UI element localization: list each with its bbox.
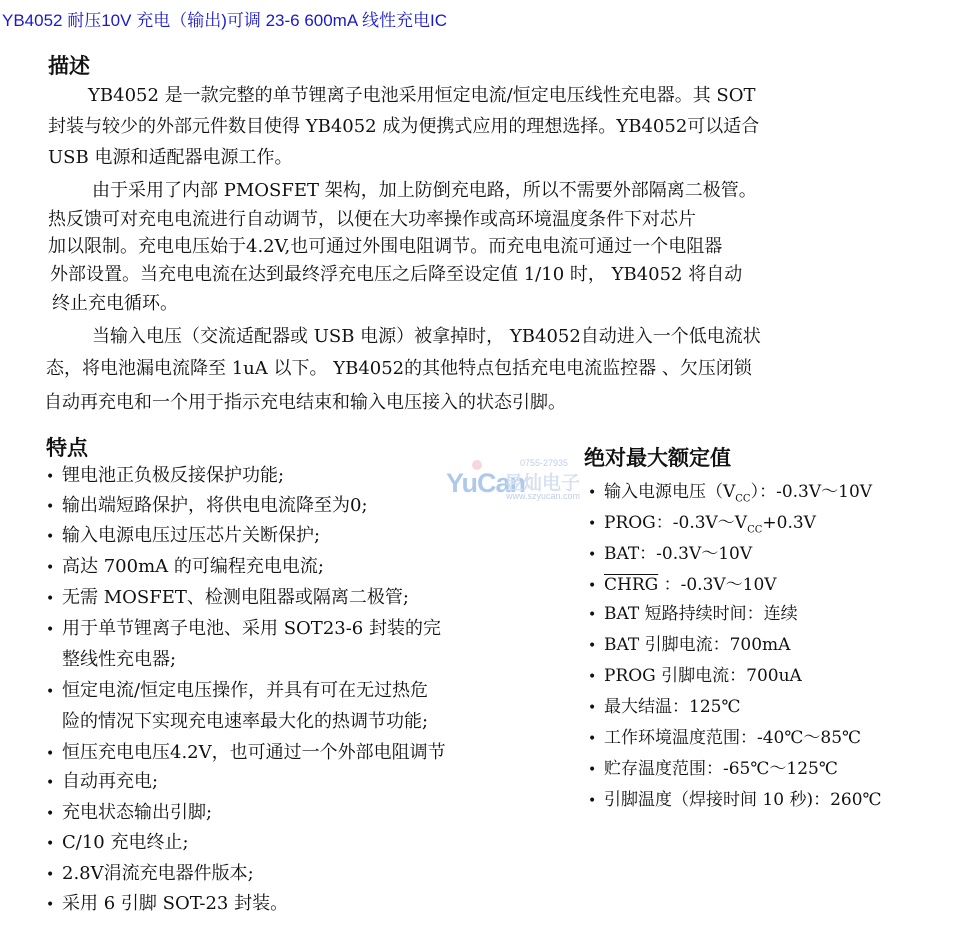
feature-item — [46, 586, 409, 611]
rating-text: PROG 引脚电流：700uA — [604, 666, 802, 686]
feature-item — [46, 831, 189, 856]
watermark-logo — [446, 458, 596, 506]
bullet: • — [46, 684, 55, 700]
bullet: • — [588, 793, 597, 809]
feature-text: 恒定电流/恒定电压操作，并具有可在无过热危 — [62, 680, 429, 701]
bullet: • — [46, 622, 55, 638]
description-line: 封装与较少的外部元件数目使得 YB4052 成为便携式应用的理想选择。YB4052可以适合 — [48, 116, 760, 137]
feature-text: 输出端短路保护，将供电电流降至为0; — [62, 495, 368, 516]
feature-item — [46, 464, 284, 489]
description-line: USB 电源和适配器电源工作。 — [48, 147, 293, 168]
rating-text: ）：-0.3V～10V — [750, 482, 873, 502]
feature-item — [46, 862, 254, 887]
rating-text: BAT：-0.3V～10V — [604, 544, 753, 564]
bullet: • — [588, 700, 597, 716]
description-line: 加以限制。充电电压始于4.2V,也可通过外围电阻调节。而充电电流可通过一个电阻器 — [48, 236, 723, 257]
rating-item — [588, 602, 798, 627]
bullet: • — [588, 669, 597, 685]
rating-item — [588, 633, 790, 658]
bullet: • — [588, 578, 597, 594]
description-line: 热反馈可对充电电流进行自动调节，以便在大功率操作或高环境温度条件下对芯片 — [48, 209, 696, 230]
bullet: • — [46, 529, 55, 545]
bullet: • — [46, 560, 55, 576]
bullet: • — [46, 591, 55, 607]
feature-item — [46, 741, 446, 766]
rating-item — [588, 695, 740, 720]
description-line: 态，将电池漏电流降至 1uA 以下。 YB4052的其他特点包括充电电流监控器 、欠压闭锁 — [46, 358, 752, 379]
bullet: • — [46, 469, 55, 485]
rating-text: ：-0.3V～10V — [658, 575, 777, 595]
rating-item — [588, 726, 861, 751]
description-line: 终止充电循环。 — [52, 293, 178, 314]
bullet: • — [588, 638, 597, 654]
bullet: • — [46, 499, 55, 515]
description-line: 外部设置。当充电电流在达到最终浮充电压之后降至设定值 1/10 时， YB4052 将自动 — [50, 264, 743, 285]
description-line: 由于采用了内部 PMOSFET 架构，加上防倒充电路，所以不需要外部隔离二极管。 — [92, 180, 757, 201]
bullet: • — [588, 516, 597, 532]
feature-text: 输入电源电压过压芯片关断保护; — [62, 525, 321, 546]
feature-item — [46, 801, 212, 826]
subscript-cc: CC — [735, 493, 751, 505]
feature-text: 锂电池正负极反接保护功能; — [62, 465, 285, 486]
feature-text: 采用 6 引脚 SOT-23 封装。 — [62, 893, 289, 914]
document-title: YB4052 耐压10V 充电（输出)可调 23-6 600mA 线性充电IC — [2, 11, 447, 30]
description-line: 自动再充电和一个用于指示充电结束和输入电压接入的状态引脚。 — [44, 392, 566, 413]
rating-item — [588, 788, 882, 813]
bullet: • — [588, 762, 597, 778]
bullet: • — [46, 897, 55, 913]
description-line: 当输入电压（交流适配器或 USB 电源）被拿掉时， YB4052自动进入一个低电流状 — [92, 326, 761, 347]
feature-item — [46, 555, 324, 580]
bullet: • — [588, 485, 597, 501]
feature-item — [46, 679, 428, 704]
rating-text: PROG：-0.3V～V — [604, 513, 748, 533]
rating-text: 引脚温度（焊接时间 10 秒)：260℃ — [604, 790, 882, 810]
bullet: • — [46, 867, 55, 883]
bullet: • — [46, 775, 55, 791]
watermark-phone: 0755-27935 — [520, 458, 569, 468]
rating-text: 输入电源电压（V — [604, 482, 736, 502]
feature-text: 无需 MOSFET、检测电阻器或隔离二极管; — [62, 587, 409, 608]
feature-text: 充电状态输出引脚; — [62, 802, 213, 823]
feature-text: 自动再充电; — [62, 771, 159, 792]
feature-item — [46, 617, 441, 642]
feature-text: 恒压充电电压4.2V，也可通过一个外部电阻调节 — [62, 742, 446, 763]
watermark-chinese: 昱灿电子 — [504, 473, 581, 494]
rating-item — [588, 664, 802, 689]
ratings-heading: 绝对最大额定值 — [584, 446, 731, 470]
subscript-cc: CC — [747, 524, 763, 536]
watermark-brand: YuCan — [446, 468, 526, 498]
bullet: • — [588, 607, 597, 623]
feature-text: 用于单节锂离子电池、采用 SOT23-6 封装的完 — [62, 618, 441, 639]
feature-text: 2.8V涓流充电器件版本; — [62, 863, 254, 884]
rating-item — [588, 757, 838, 782]
rating-item — [588, 573, 777, 598]
rating-item — [588, 511, 816, 542]
bullet: • — [588, 547, 597, 563]
rating-text: 工作环境温度范围：-40℃～85℃ — [604, 728, 862, 748]
rating-text: 最大结温：125℃ — [604, 697, 741, 717]
bullet: • — [46, 746, 55, 762]
feature-item — [46, 892, 288, 917]
rating-text: BAT 引脚电流：700mA — [604, 635, 791, 655]
feature-text-continued: 整线性充电器; — [62, 649, 177, 670]
rating-item — [588, 480, 872, 511]
feature-item — [46, 770, 158, 795]
watermark-url: www.szyucan.com — [506, 491, 581, 501]
rating-text: +0.3V — [762, 513, 816, 533]
feature-item — [46, 494, 368, 519]
feature-item — [46, 524, 320, 549]
description-heading: 描述 — [48, 54, 90, 78]
rating-text: BAT 短路持续时间：连续 — [604, 604, 798, 624]
features-heading: 特点 — [46, 436, 88, 460]
bullet: • — [46, 836, 55, 852]
rating-item — [588, 542, 752, 567]
feature-text: C/10 充电终止; — [62, 832, 189, 853]
bullet: • — [588, 731, 597, 747]
rating-text: 贮存温度范围：-65℃～125℃ — [604, 759, 838, 779]
bullet: • — [46, 806, 55, 822]
chrg-overline-label: CHRG — [604, 575, 659, 595]
feature-text-continued: 险的情况下实现充电速率最大化的热调节功能; — [62, 711, 429, 732]
feature-text: 高达 700mA 的可编程充电电流; — [62, 556, 324, 577]
description-line: YB4052 是一款完整的单节锂离子电池采用恒定电流/恒定电压线性充电器。其 SOT — [88, 85, 756, 106]
